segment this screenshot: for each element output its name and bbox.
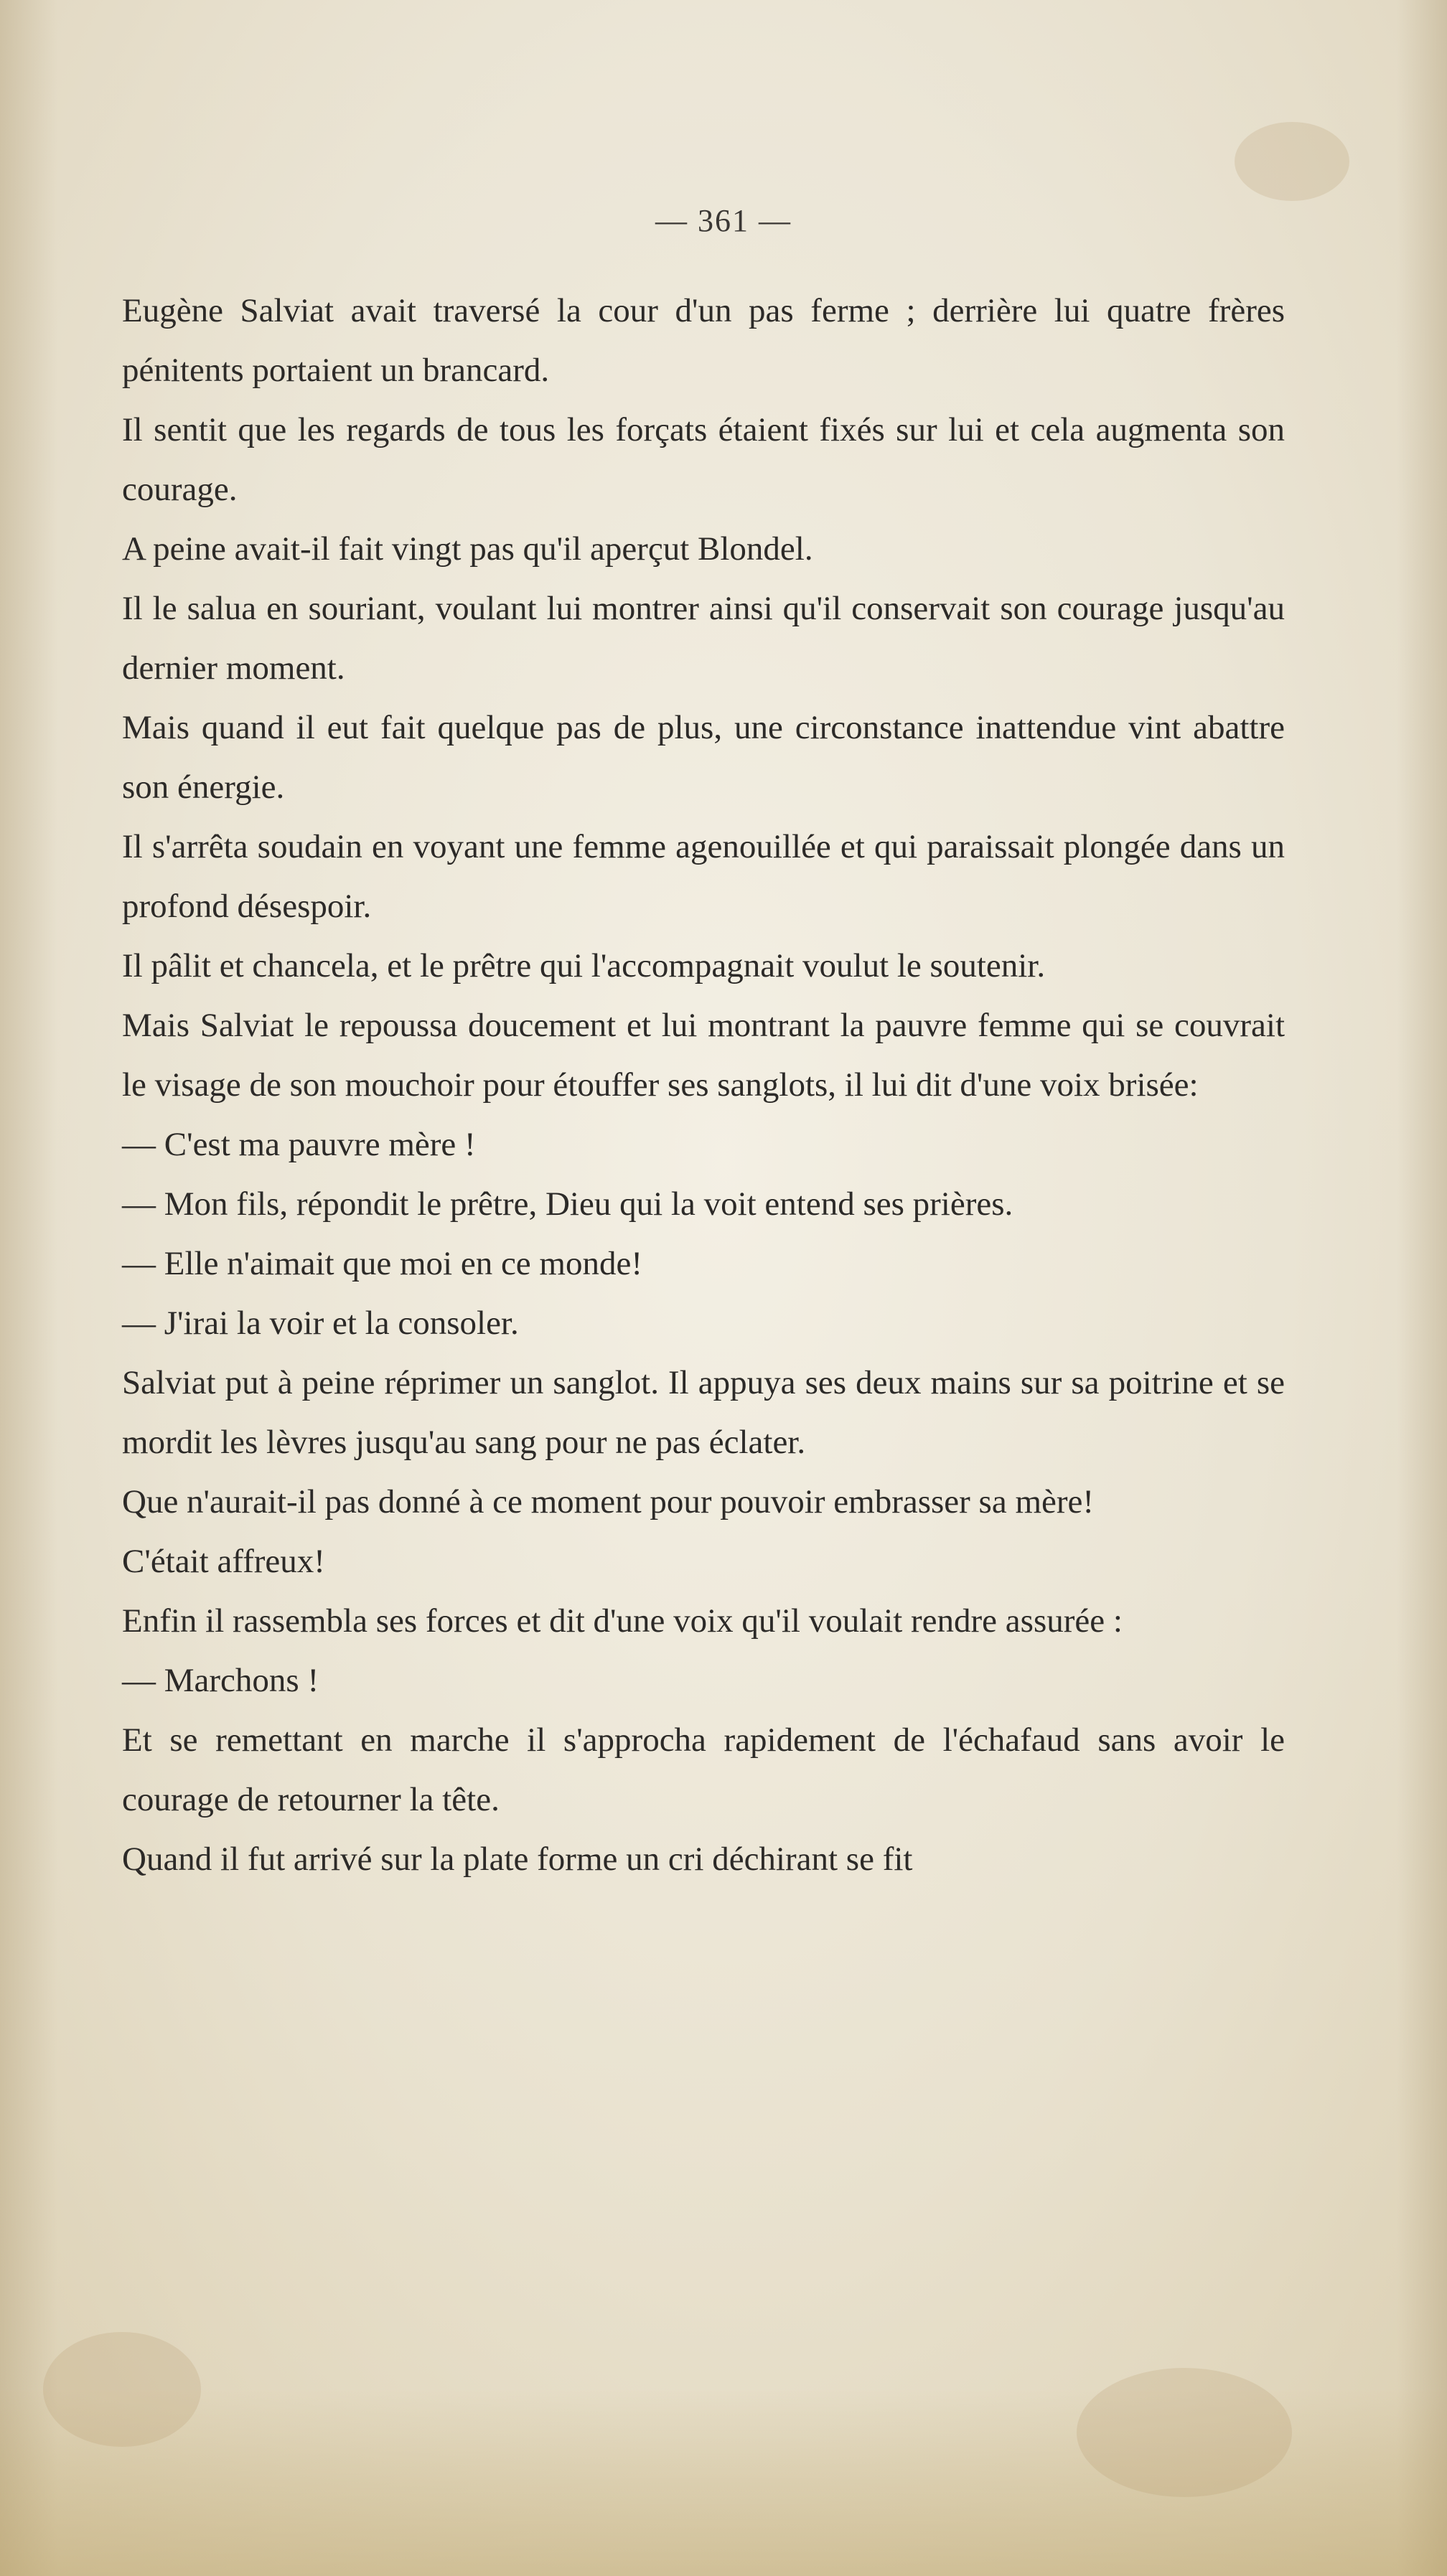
paragraph: Mais quand il eut fait quelque pas de plus, une circonstance inattendue vint abattre son énergie. [122, 709, 1285, 806]
paragraph: Mais Salviat le repoussa doucement et lui montrant la pauvre femme qui se couvrait le visage de son mouchoir pour étouffer ses sanglots, il lui dit d'une voix brisée: [122, 1007, 1285, 1104]
dialogue-line: — Elle n'aimait que moi en ce monde! [122, 1245, 642, 1282]
dialogue-line: — Marchons ! [122, 1662, 319, 1699]
paragraph: Il sentit que les regards de tous les forçats étaient fixés sur lui et cela augmenta son courage. [122, 411, 1285, 508]
page-number: — 361 — [655, 203, 792, 238]
dialogue-line: — C'est ma pauvre mère ! [122, 1126, 476, 1163]
paragraph: Il s'arrêta soudain en voyant une femme agenouillée et qui paraissait plongée dans un profond désespoir. [122, 828, 1285, 925]
paragraph: C'était affreux! [122, 1543, 325, 1580]
paragraph: A peine avait-il fait vingt pas qu'il aperçut Blondel. [122, 530, 813, 568]
dialogue-line: — J'irai la voir et la consoler. [122, 1305, 519, 1342]
paragraph: Que n'aurait-il pas donné à ce moment pour pouvoir embrasser sa mère! [122, 1483, 1095, 1520]
paper-stain [43, 2332, 201, 2447]
paper-stain [1235, 122, 1349, 201]
paragraph: Il le salua en souriant, voulant lui montrer ainsi qu'il conservait son courage jusqu'au dernier moment. [122, 590, 1285, 687]
paragraph: Salviat put à peine réprimer un sanglot. Il appuya ses deux mains sur sa poitrine et se mordit les lèvres jusqu'au sang pour ne pas éclater. [122, 1364, 1285, 1461]
dialogue-line: — Mon fils, répondit le prêtre, Dieu qui la voit entend ses prières. [122, 1185, 1013, 1223]
paper-stain [1077, 2368, 1292, 2497]
paragraph: Il pâlit et chancela, et le prêtre qui l'accompagnait voulut le soutenir. [122, 947, 1046, 984]
page-edge-shadow-left [0, 0, 57, 2576]
paragraph: Quand il fut arrivé sur la plate forme un cri déchirant se fit [122, 1841, 913, 1878]
page-body [122, 281, 1285, 1889]
page-edge-shadow-right [1397, 0, 1447, 2576]
paragraph: Eugène Salviat avait traversé la cour d'un pas ferme ; derrière lui quatre frères pénitents portaient un brancard. [122, 292, 1285, 389]
paragraph: Enfin il rassembla ses forces et dit d'une voix qu'il voulait rendre assurée : [122, 1602, 1123, 1640]
paragraph: Et se remettant en marche il s'approcha rapidement de l'échafaud sans avoir le courage de retourner la tête. [122, 1721, 1285, 1818]
